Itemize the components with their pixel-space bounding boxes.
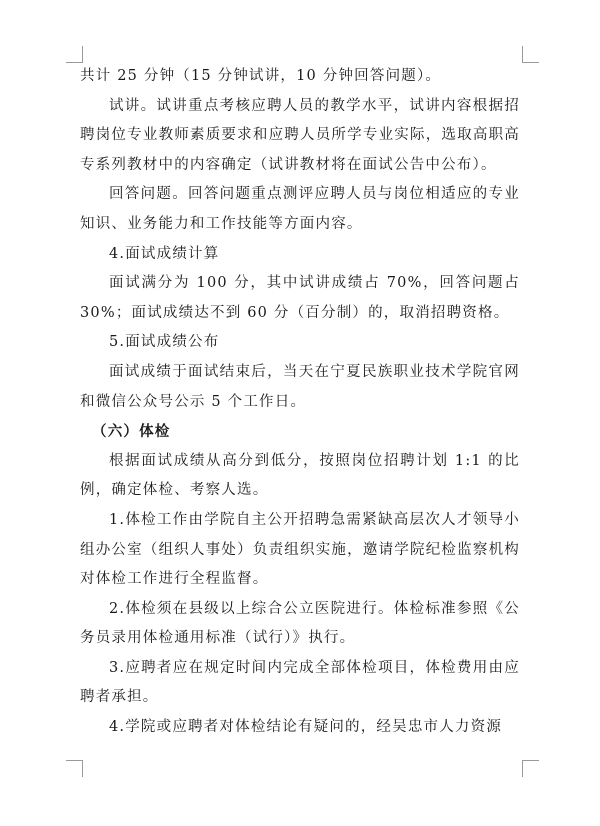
subheading-score-publication: 5.面试成绩公布 xyxy=(109,334,220,351)
paragraph-score-rules: 面试满分为 100 分，其中试讲成绩占 70%，回答问题占 30%；面试成绩达不到 60 分（百分制）的，取消招聘资格。 xyxy=(80,275,520,321)
crop-mark-bottom-left xyxy=(66,760,83,777)
paragraph-exam-item-1: 1.体检工作由学院自主公开招聘急需紧缺高层次人才领导小组办公室（组织人事处）负责组织实施，邀请学院纪检监察机构对体检工作进行全程监督。 xyxy=(80,511,520,588)
crop-mark-top-left xyxy=(66,46,83,63)
paragraph-exam-item-3: 3.应聘者应在规定时间内完成全部体检项目，体检费用由应聘者承担。 xyxy=(80,659,520,706)
subheading-score-calculation: 4.面试成绩计算 xyxy=(109,245,220,262)
paragraph-answer-questions: 回答问题。回答问题重点测评应聘人员与岗位相适应的专业知识、业务能力和工作技能等方面内容。 xyxy=(80,186,520,232)
document-body xyxy=(80,62,520,743)
paragraph-score-publication: 面试成绩于面试结束后，当天在宁夏民族职业技术学院官网和微信公众号公示 5 个工作日。 xyxy=(80,363,520,410)
crop-mark-top-right xyxy=(522,46,539,63)
paragraph-exam-item-4: 4.学院或应聘者对体检结论有疑问的，经吴忠市人力资源 xyxy=(109,719,503,736)
section-heading-medical-exam: （六）体检 xyxy=(92,423,171,441)
paragraph-interview-duration: 共计 25 分钟（15 分钟试讲，10 分钟回答问题）。 xyxy=(80,68,442,84)
crop-mark-bottom-right xyxy=(522,760,539,777)
paragraph-trial-lecture: 试讲。试讲重点考核应聘人员的教学水平，试讲内容根据招聘岗位专业教师素质要求和应聘人员所学专业实际，选取高职高专系列教材中的内容确定（试讲教材将在面试公告中公布）。 xyxy=(80,97,520,173)
paragraph-exam-candidates: 根据面试成绩从高分到低分，按照岗位招聘计划 1:1 的比例，确定体检、考察人选。 xyxy=(80,452,520,499)
paragraph-exam-item-2: 2.体检须在县级以上综合公立医院进行。体检标准参照《公务员录用体检通用标准（试行）》执行。 xyxy=(80,600,520,647)
